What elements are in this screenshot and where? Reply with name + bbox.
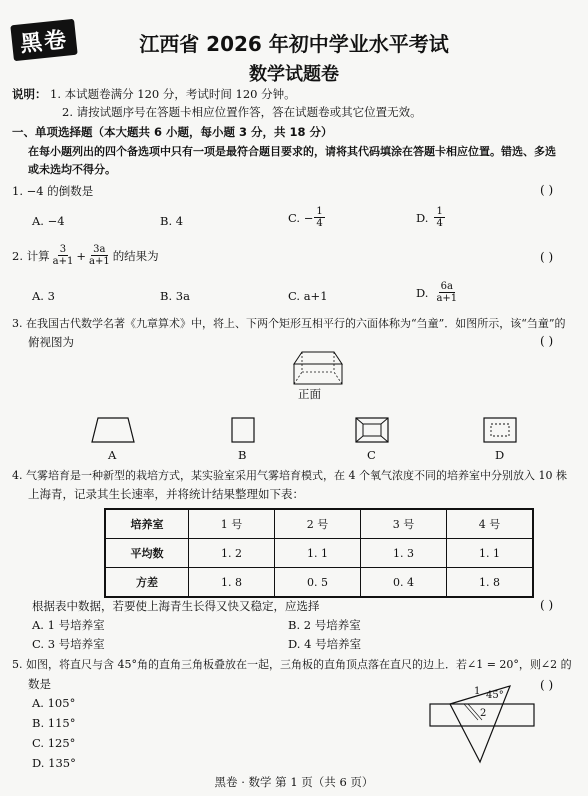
table-header-cell: 1 号 (189, 509, 275, 539)
q5-option-b: B. 115° (32, 716, 76, 730)
table-cell: 1. 3 (361, 539, 447, 568)
q5-fig-label-2: 2 (480, 708, 487, 719)
q5-option-a: A. 105° (32, 696, 76, 710)
table-cell: 1. 8 (189, 568, 275, 598)
table-header-cell: 3 号 (361, 509, 447, 539)
q1-option-a: A. −4 (32, 214, 65, 228)
q5-option-d: D. 135° (32, 756, 76, 770)
q3-option-b: B (238, 448, 247, 462)
q1-option-c-prefix: C. − (288, 210, 314, 225)
q5-fig-label-1: 1 (474, 686, 481, 697)
q5-line-2: 数是 (28, 677, 51, 691)
q3-option-d: D (495, 448, 505, 462)
q2-stem-prefix: 2. 计算 (12, 248, 50, 263)
exam-title: 江西省 2026 年初中学业水平考试 (139, 32, 449, 56)
q4-question: 根据表中数据，若要使上海青生长得又快又稳定，应选择 (32, 599, 320, 613)
chutong-3d-figure (288, 346, 348, 388)
q5-option-c: C. 125° (32, 736, 76, 750)
q1-option-c (288, 206, 326, 229)
q1-answer-paren: ( ) (540, 183, 554, 197)
q1-c-denominator: 4 (316, 218, 323, 229)
exam-badge: 黑卷 (10, 19, 77, 61)
q5-ruler-triangle-figure (428, 682, 538, 766)
table-cell: 0. 4 (361, 568, 447, 598)
table-row (105, 568, 533, 598)
q3-line-2: 俯视图为 (28, 335, 74, 349)
q2-option-d-prefix: D. (416, 285, 429, 300)
q5-answer-paren: ( ) (540, 678, 554, 692)
q2-f2-denominator: a+1 (88, 256, 110, 267)
q2-option-d (416, 281, 460, 304)
q3-front-label: 正面 (298, 387, 321, 401)
section-heading: 一、单项选择题（本大题共 6 小题，每小题 3 分，共 18 分） (12, 125, 333, 139)
q2-option-c: C. a+1 (288, 289, 328, 303)
table-cell: 1. 8 (447, 568, 534, 598)
q1-d-denominator: 4 (436, 218, 443, 229)
q4-option-b: B. 2 号培养室 (288, 618, 361, 632)
q2-answer-paren: ( ) (540, 250, 554, 264)
q2-plus: + (76, 248, 86, 263)
q2-f1-denominator: a+1 (52, 256, 74, 267)
table-header-cell: 4 号 (447, 509, 534, 539)
q1-option-d-fraction (434, 206, 444, 229)
instructions-item-2: 2. 请按试题序号在答题卡相应位置作答，答在试题卷或其它位置无效。 (62, 105, 422, 119)
q4-data-table (104, 508, 534, 598)
q3-answer-paren: ( ) (540, 334, 554, 348)
q4-option-c: C. 3 号培养室 (32, 637, 105, 651)
table-cell: 0. 5 (275, 568, 361, 598)
table-header-cell: 2 号 (275, 509, 361, 539)
q5-line-1: 5. 如图，将直尺与含 45°角的直角三角板叠放在一起，三角板的直角顶点落在直尺的边上．若∠1 = 20°，则∠2 的 (12, 658, 572, 671)
q2-option-b: B. 3a (160, 289, 190, 303)
q2-f1-numerator: 3 (59, 244, 67, 255)
q4-line-2: 上海青，记录其生长速率，并将统计结果整理如下表： (28, 487, 304, 501)
q1-option-d (416, 206, 446, 229)
q3-option-c: C (367, 448, 376, 462)
q2-stem-suffix: 的结果为 (112, 248, 159, 263)
q4-option-d: D. 4 号培养室 (288, 637, 362, 651)
table-cell: 1. 2 (189, 539, 275, 568)
q4-option-a: A. 1 号培养室 (32, 618, 105, 632)
q1-option-d-prefix: D. (416, 210, 429, 225)
q1-d-numerator: 1 (436, 206, 443, 217)
q3-option-b-figure (230, 416, 256, 444)
q3-option-d-figure (482, 416, 518, 444)
q1-c-numerator: 1 (316, 206, 323, 217)
q1-option-c-fraction (314, 206, 324, 229)
q1-stem: 1. −4 的倒数是 (12, 184, 94, 198)
table-header-row (105, 509, 533, 539)
exam-subtitle: 数学试题卷 (249, 64, 339, 85)
q2-d-numerator: 6a (440, 281, 453, 292)
q2-fraction-2 (87, 244, 112, 267)
q3-line-1: 3. 在我国古代数学名著《九章算术》中，将上、下两个矩形互相平行的六面体称为“刍童”．如图所示，该“刍童”的 (12, 317, 566, 330)
q2-f2-numerator: 3a (93, 244, 106, 255)
table-row (105, 539, 533, 568)
q2-option-d-fraction (434, 281, 459, 304)
q2-stem (12, 244, 159, 267)
q1-option-b: B. 4 (160, 214, 184, 228)
instructions-item-1: 1. 本试题卷满分 120 分，考试时间 120 分钟。 (50, 87, 296, 101)
q4-line-1: 4. 气雾培育是一种新型的栽培方式，某实验室采用气雾培育模式，在 4 个氧气浓度不同的培养室中分别放入 10 株 (12, 469, 567, 482)
q2-option-a: A. 3 (32, 289, 55, 303)
table-cell: 方差 (105, 568, 189, 598)
table-cell: 1. 1 (447, 539, 534, 568)
table-cell: 1. 1 (275, 539, 361, 568)
page-footer: 黑卷 · 数学 第 1 页（共 6 页） (214, 775, 374, 789)
q3-option-a: A (108, 448, 117, 462)
section-desc-line-1: 在每小题列出的四个备选项中只有一项是最符合题目要求的，请将其代码填涂在答题卡相应位置。错选、多选 (28, 145, 556, 158)
q3-option-c-figure (354, 416, 390, 444)
table-header-cell: 培养室 (105, 509, 189, 539)
q3-option-a-figure (90, 416, 136, 444)
section-desc-line-2: 或未选均不得分。 (28, 163, 116, 176)
q5-fig-angle-45: 45° (486, 690, 504, 701)
instructions-label: 说明： (12, 87, 47, 101)
table-cell: 平均数 (105, 539, 189, 568)
q2-fraction-1 (51, 244, 76, 267)
q2-d-denominator: a+1 (436, 293, 458, 304)
q4-answer-paren: ( ) (540, 598, 554, 612)
